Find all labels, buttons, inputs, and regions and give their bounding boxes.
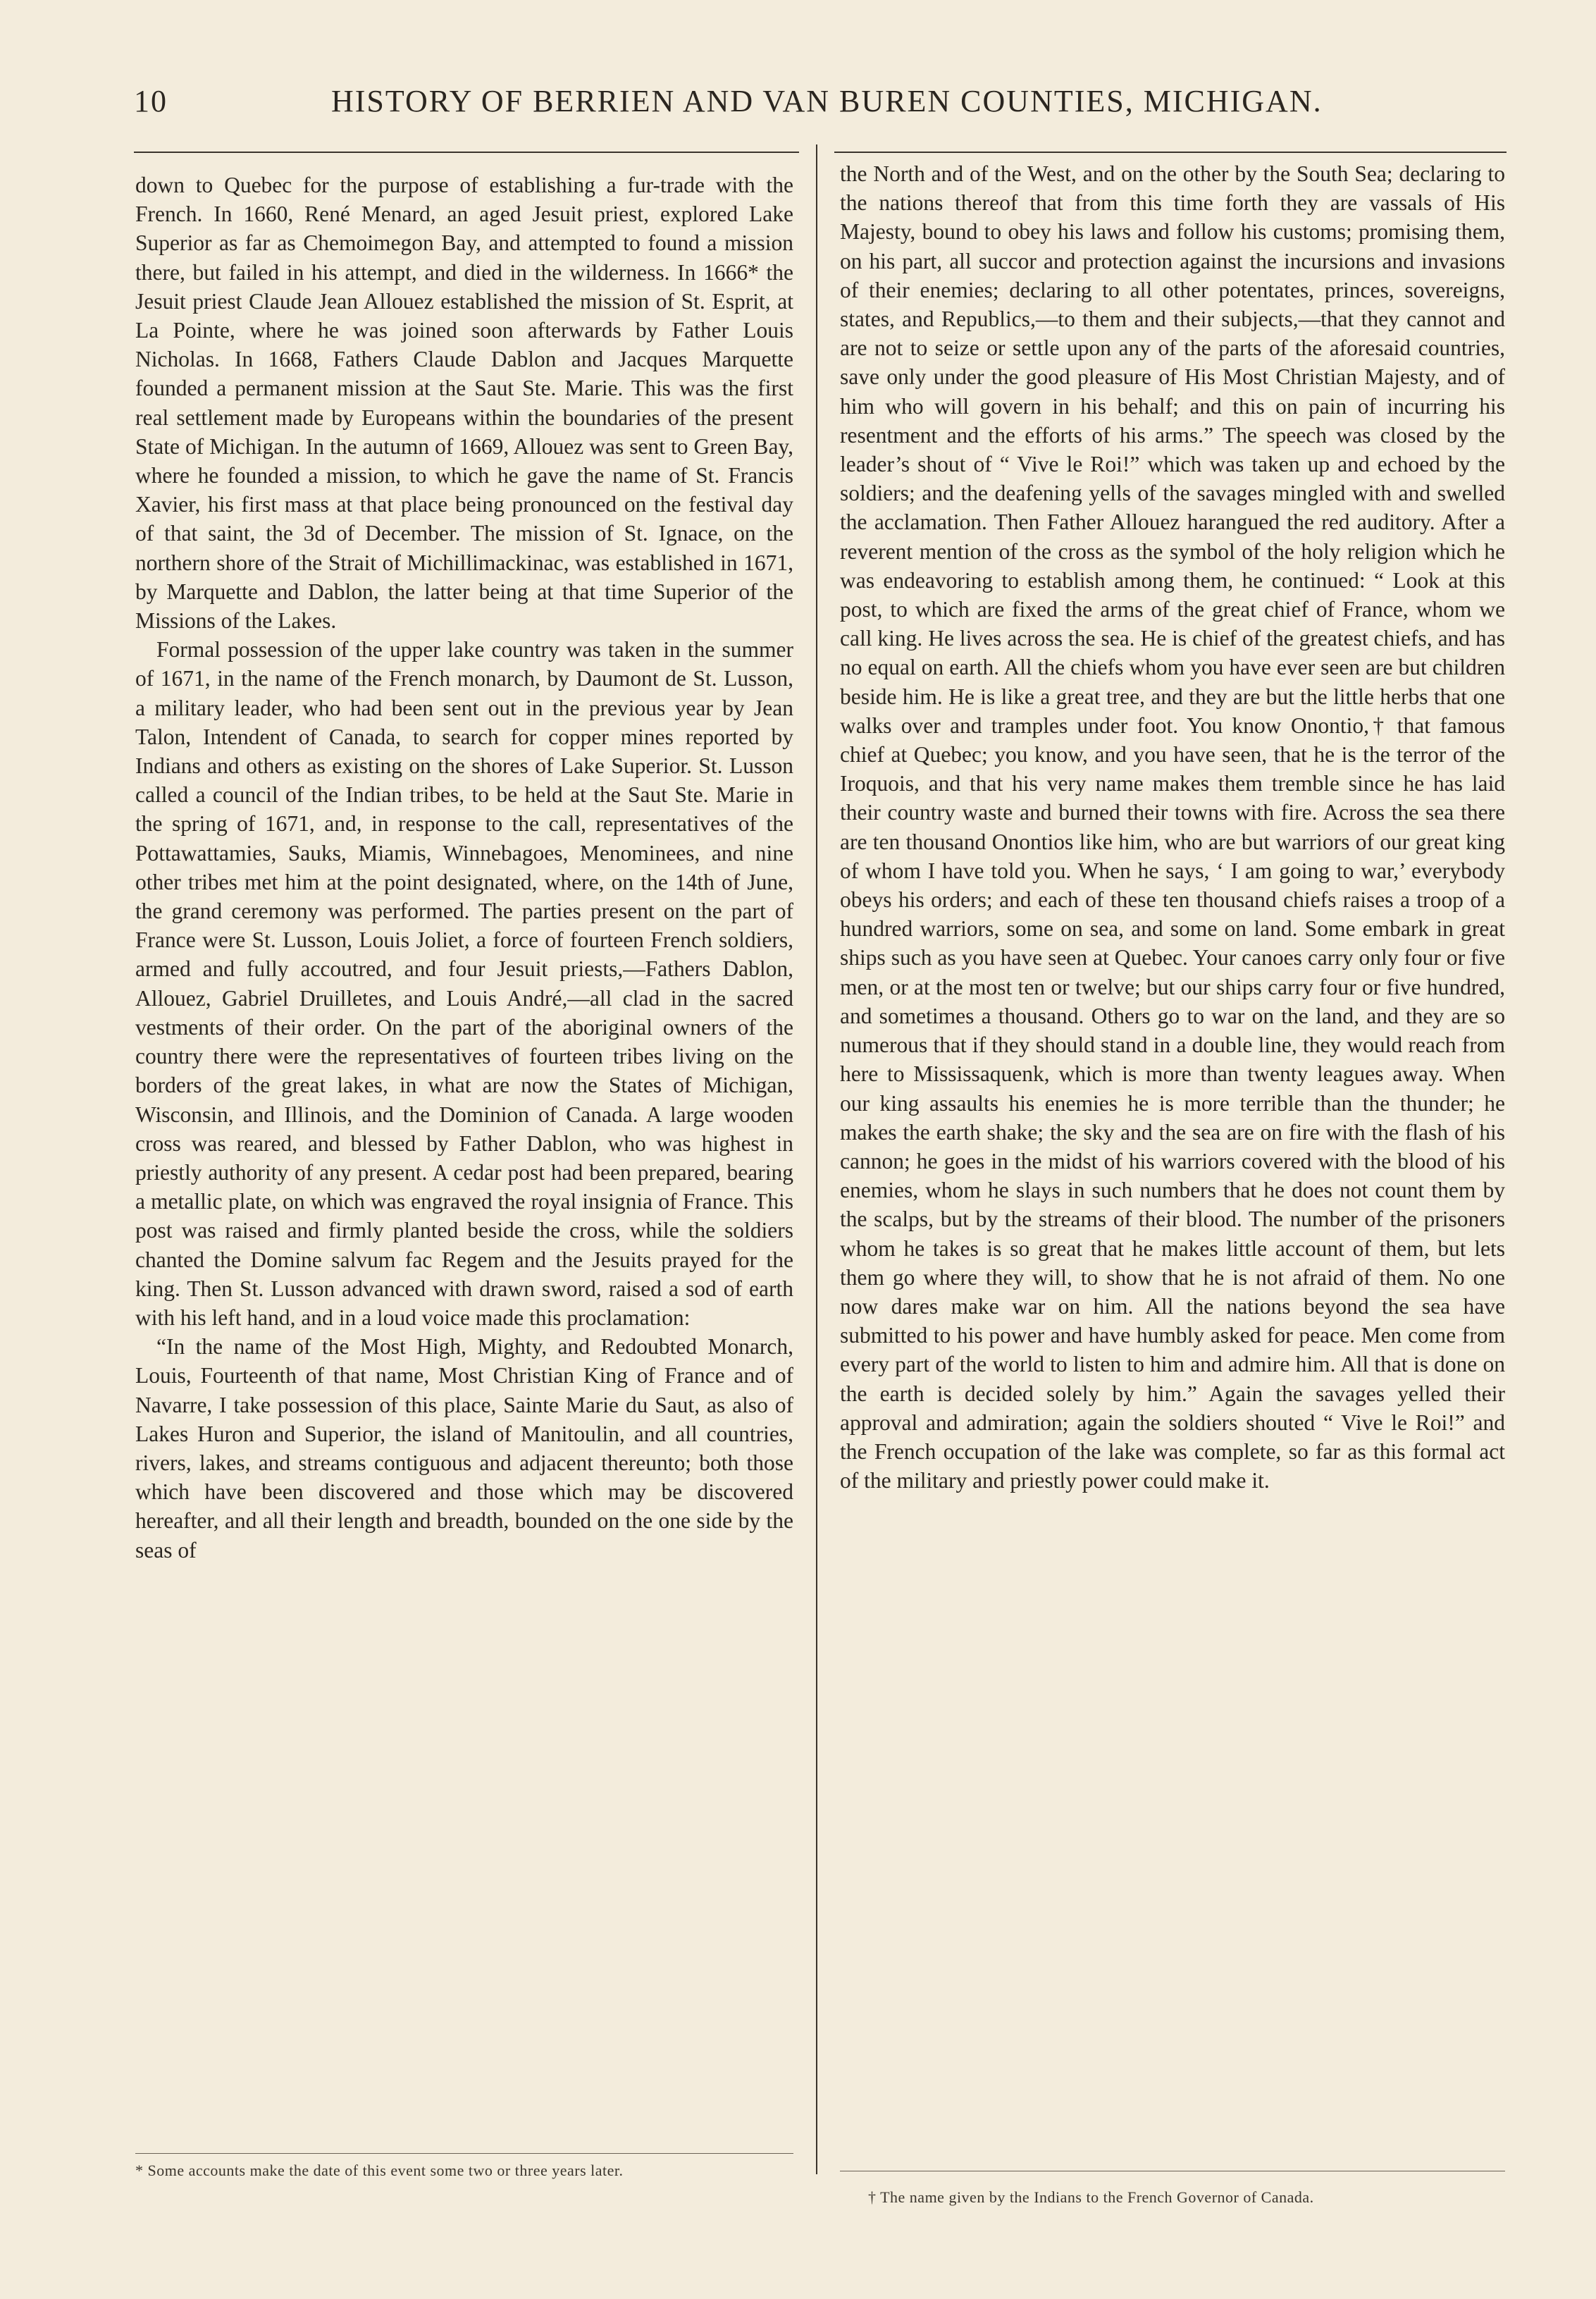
paragraph: Formal possession of the upper lake country was taken in the summer of 1671, in the name of the French monarch, by Daumont de St. Lusson, a military leader, who had been sent out in the previous year by Jean Talon, Intendent of Canada, to search for copper mines reported by Indians and others as existing on the shores of Lake Superior. St. Lusson called a council of the Indian tribes, to be held at the Saut Ste. Marie in the spring of 1671, and, in response to the call, representatives of the Pottawattamies, Sauks, Miamis, Winnebagoes, Menominees, and nine other tribes met him at the point designated, where, on the 14th of June, the grand ceremony was performed. The parties present on the part of France were St. Lusson, Louis Joliet, a force of fourteen French soldiers, armed and fully accoutred, and four Jesuit priests,—Fathers Dablon, Allouez, Gabriel Druilletes, and Louis André,—all clad in the sacred vestments of their order. On the part of the aboriginal owners of the country there were the representatives of fourteen tribes living on the borders of the great lakes, in what are now the States of Michigan, Wisconsin, and Illinois, and the Dominion of Canada. A large wooden cross was reared, and blessed by Father Dablon, who was highest in priestly authority of any present. A cedar post had been prepared, bearing a metallic plate, on which was engraved the royal insignia of France. This post was raised and firmly planted beside the cross, while the soldiers chanted the Domine salvum fac Regem and the Jesuits prayed for the king. Then St. Lusson advanced with drawn sword, raised a sod of earth with his left hand, and in a loud voice made this proclamation: bbox=[135, 637, 793, 1330]
page-title: HISTORY OF BERRIEN AND VAN BUREN COUNTIES, MICHIGAN. bbox=[331, 84, 1323, 118]
paragraph: “In the name of the Most High, Mighty, and Redoubted Monarch, Louis, Fourteenth of that name, Most Christian King of France and of Navarre, I take possession of this place, Sainte Marie du Saut, as also of Lakes Huron and Superior, the island of Manitoulin, and all countries, rivers, lakes, and streams contiguous and adjacent thereunto; both those which have been discovered and those which may be discovered hereafter, and all their length and breadth, bounded on the one side by the seas of bbox=[135, 1334, 793, 1563]
footnote-left: * Some accounts make the date of this event some two or three years later. bbox=[135, 2162, 624, 2179]
header-rule-right bbox=[834, 152, 1507, 153]
page-number: 10 bbox=[134, 84, 168, 118]
right-column bbox=[840, 159, 1505, 1495]
paragraph: down to Quebec for the purpose of establishing a fur-trade with the French. In 1660, René Menard, an aged Jesuit priest, explored Lake Superior as far as Chemoimegon Bay, and attempted to found a mission there, but failed in his attempt, and died in the wilderness. In 1666* the Jesuit priest Claude Jean Allouez established the mission of St. Esprit, at La Pointe, where he was joined soon afterwards by Father Louis Nicholas. In 1668, Fathers Claude Dablon and Jacques Marquette founded a permanent mission at the Saut Ste. Marie. This was the first real settlement made by Europeans within the boundaries of the present State of Michigan. In the autumn of 1669, Allouez was sent to Green Bay, where he founded a mission, to which he gave the name of St. Francis Xavier, his first mass at that place being pronounced on the festival day of that saint, the 3d of December. The mission of St. Ignace, on the northern shore of the Strait of Michillimackinac, was established in 1671, by Marquette and Dablon, the latter being at that time Superior of the Missions of the Lakes. bbox=[135, 173, 793, 634]
paragraph: the North and of the West, and on the other by the South Sea; declaring to the nations thereof that from this time forth they are vassals of His Majesty, bound to obey his laws and follow his customs; promising them, on his part, all succor and protection against the incursions and invasions of their enemies; declaring to all other potentates, princes, sovereigns, states, and Republics,—to them and their subjects,—that they cannot and are not to seize or settle upon any of the parts of the aforesaid countries, save only under the good pleasure of His Most Christian Majesty, and of him who will govern in his behalf; and this on pain of incurring his resentment and the efforts of his arms.” The speech was closed by the leader’s shout of “ Vive le Roi!” which was taken up and echoed by the soldiers; and the deafening yells of the savages mingled with and swelled the acclamation. Then Father Allouez harangued the red auditory. After a reverent mention of the cross as the symbol of the holy religion which he was endeavoring to establish among them, he continued: “ Look at this post, to which are fixed the arms of the great chief of France, whom we call king. He lives across the sea. He is chief of the greatest chiefs, and has no equal on earth. All the chiefs whom you have ever seen are but children beside him. He is like a great tree, and they are but the little herbs that one walks over and tramples under foot. You know Onontio,† that famous chief at Quebec; you know, and you have seen, that he is the terror of the Iroquois, and that his very name makes them tremble since he has laid their country waste and burned their towns with fire. Across the sea there are ten thousand Onontios like him, who are but warriors of our great king of whom I have told you. When he says, ‘ I am going to war,’ everybody obeys his orders; and each of these ten thousand chiefs raises a troop of a hundred warriors, some on sea, and some on land. Some embark in great ships such as you have seen at Quebec. Your canoes carry only four or five men, or at the most ten or twelve; but our ships carry four or five hundred, and sometimes a thousand. Others go to war on the land, and they are so numerous that if they should stand in a double line, they would reach from here to Mississaquenk, which is more than twenty leagues away. When our king assaults his enemies he is more terrible than the thunder; he makes the earth shake; the sky and the sea are on fire with the flash of his cannon; he goes in the midst of his warriors covered with the blood of his enemies, whom he slays in such numbers that he does not count them by the scalps, but by the streams of their blood. The number of the prisoners whom he takes is so great that he makes little account of them, but lets them go where they will, to show that he is not afraid of them. No one now dares make war on him. All the nations beyond the sea have submitted to his power and have humbly asked for peace. Men come from every part of the world to listen to him and admire him. All that is done on the earth is decided solely by him.” Again the savages yelled their approval and admiration; again the soldiers shouted “ Vive le Roi!” and the French occupation of the lake was complete, so far as this formal act of the military and priestly power could make it. bbox=[840, 161, 1505, 1493]
column-divider bbox=[816, 144, 817, 2174]
page-header bbox=[134, 83, 1459, 125]
footnote-right: † The name given by the Indians to the French Governor of Canada. bbox=[868, 2188, 1314, 2206]
left-column bbox=[135, 171, 793, 1565]
header-rule-left bbox=[134, 152, 799, 153]
footnote-rule-left bbox=[135, 2153, 793, 2154]
